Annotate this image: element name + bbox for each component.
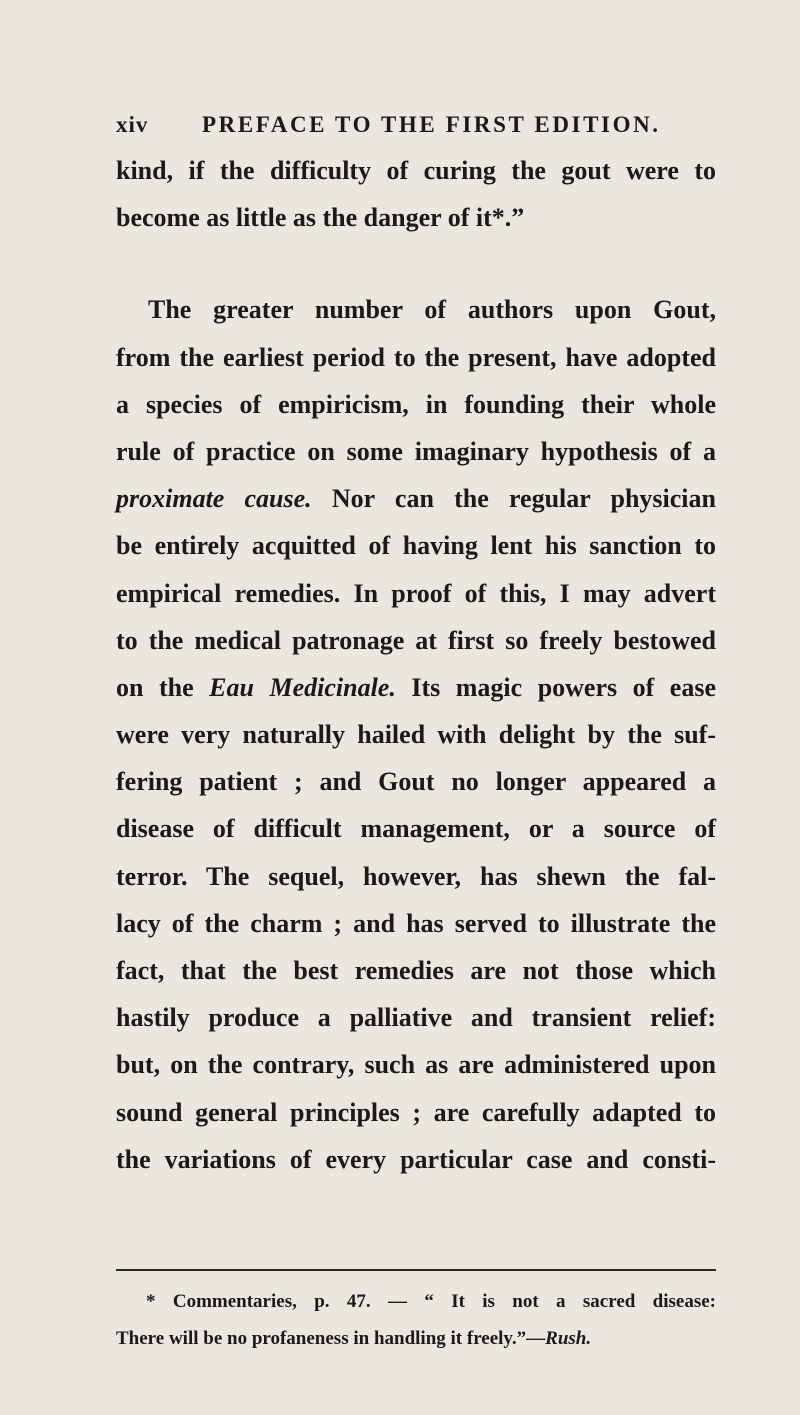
text-line: were very naturally hailed with delight by the suf- [116,720,716,750]
footnote-line: * Commentaries, p. 47. — “ It is not a sacred disease: [146,1291,716,1312]
text-line: disease of difficult management, or a source of [116,814,716,844]
text-run: on the [116,672,210,702]
text-run: There will be no profaneness in handling it freely.”— [116,1328,546,1349]
footnote [116,1283,716,1357]
text-line: empirical remedies. In proof of this, I may advert [116,578,716,608]
text-line: to the medical patronage at first so freely bestowed [116,625,716,655]
footnote-line [116,1320,716,1357]
text-line [116,475,716,522]
running-title: PREFACE TO THE FIRST EDITION. [202,112,661,137]
text-line: fact, that the best remedies are not those which [116,956,716,985]
text-line: sound general principles ; are carefully adapted to [116,1097,716,1127]
text-line: kind, if the difficulty of curing the gout were to [116,156,716,185]
italic-term: Eau Medicinale. [209,672,396,702]
text-line: fering patient ; and Gout no longer appeared a [116,767,716,797]
text-line: hastily produce a palliative and transient relief: [116,1003,716,1033]
text-line: rule of practice on some imaginary hypothesis of a [116,436,716,466]
text-line [116,664,716,711]
page-number: xiv [116,112,149,137]
text-line: but, on the contrary, such as are administered upon [116,1050,716,1080]
text-run: Its magic powers of ease [395,672,717,702]
text-line: be entirely acquitted of having lent his sanction to [116,531,716,561]
paragraph-gap [116,241,716,286]
text-line: a species of empiricism, in founding their whole [116,389,716,419]
text-line: terror. The sequel, however, has shewn the fal- [116,861,716,891]
text-run: Nor can the regular physician [311,484,716,514]
text-line: from the earliest period to the present, have adopted [116,342,716,372]
main-text [116,147,716,1183]
italic-term: proximate cause. [116,484,312,514]
text-line: lacy of the charm ; and has served to illustrate the [116,908,716,938]
footnote-attribution: Rush. [545,1328,592,1349]
page-header [116,112,716,148]
footnote-divider [116,1269,716,1271]
text-line: the variations of every particular case and consti- [116,1144,716,1174]
text-line: become as little as the danger of it*.” [116,203,525,233]
text-line: The greater number of authors upon Gout, [148,295,716,325]
